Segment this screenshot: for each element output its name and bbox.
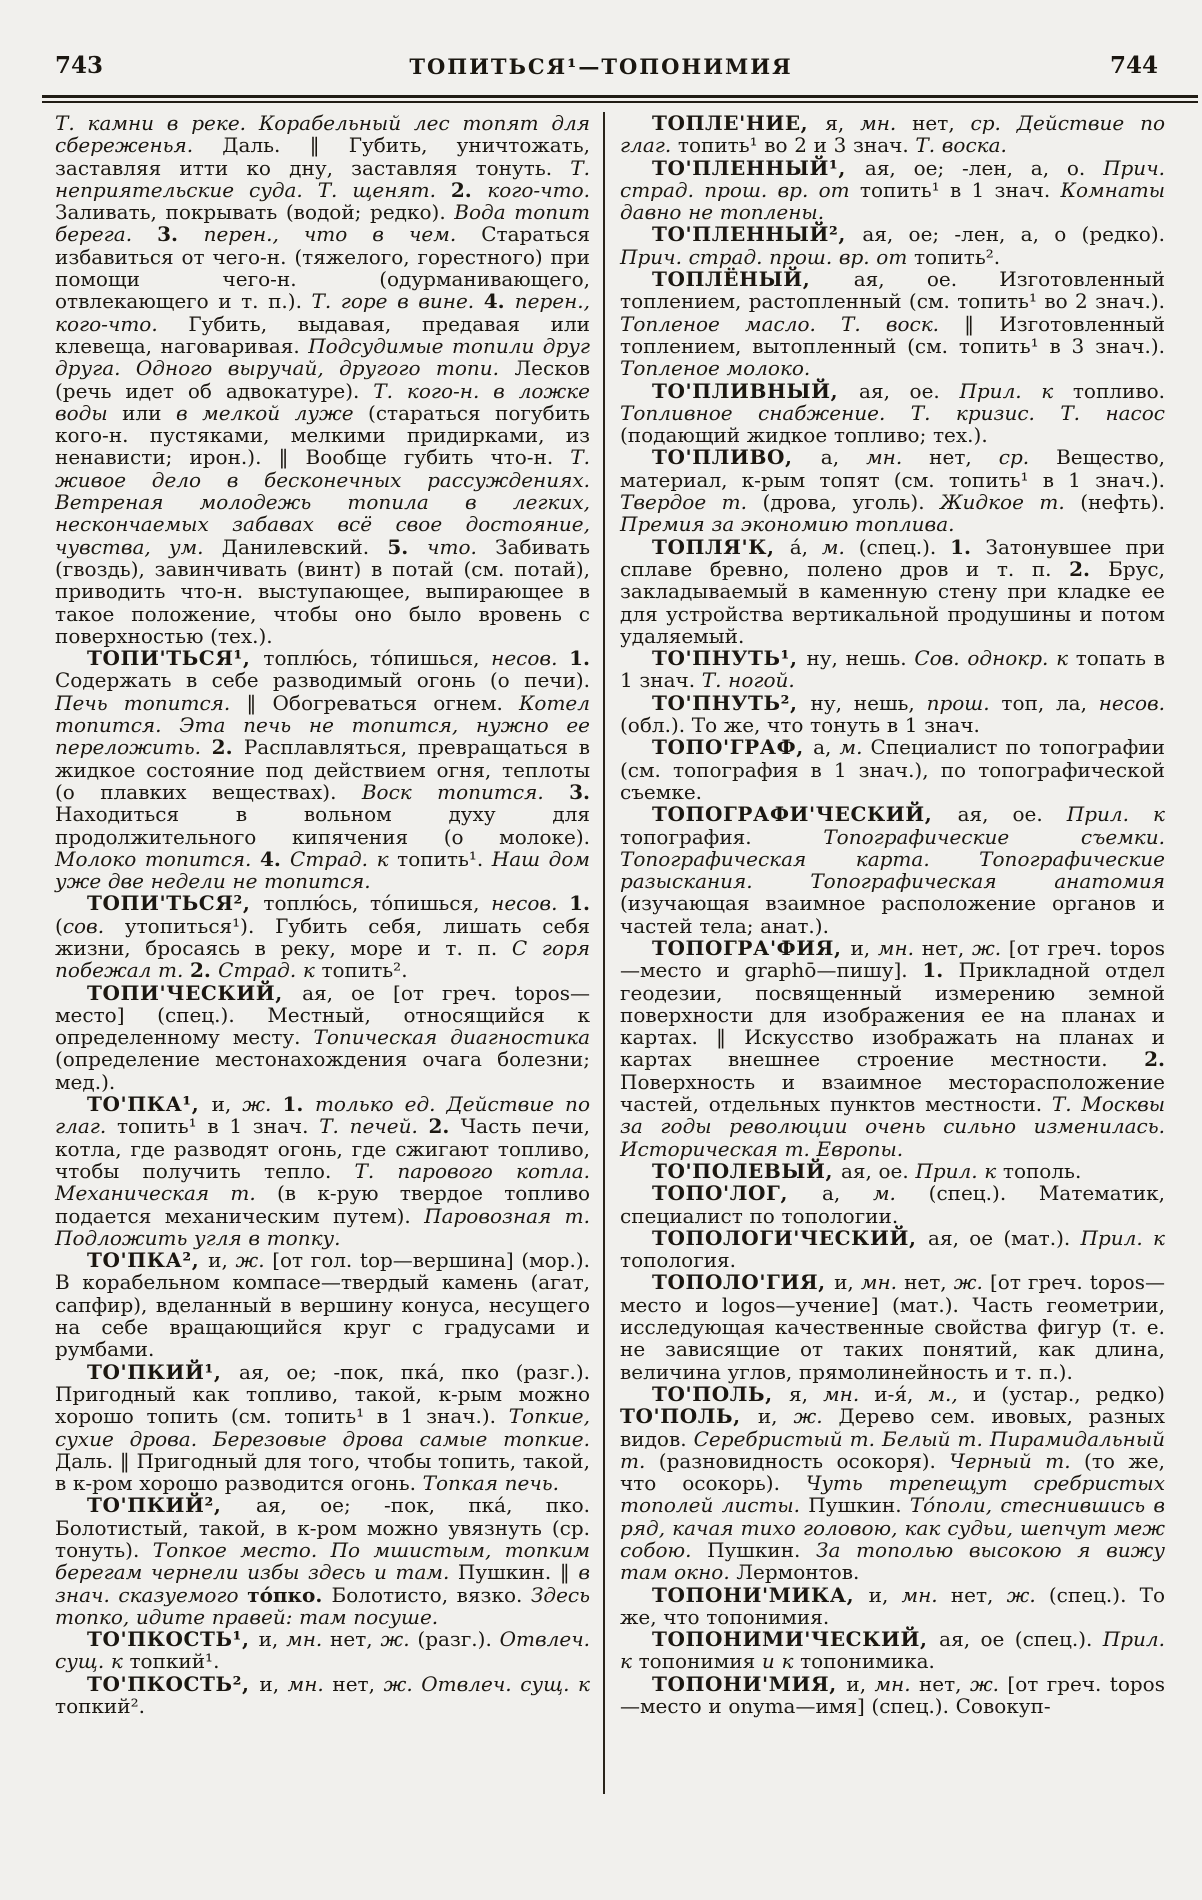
text-run: топография. <box>620 824 824 849</box>
entry-topkost-1 <box>55 1628 590 1673</box>
text-run: (спец.). Математик, специалист по топологии. <box>620 1181 1165 1228</box>
text-run: Т. парового котла. Механическая т. <box>55 1158 590 1206</box>
text-run: (в к-рую твердое топливо подается механическим путем). <box>55 1181 590 1228</box>
headword: ТОПИ'ТЬСЯ², <box>87 891 264 916</box>
text-run: нет, <box>912 111 971 135</box>
text-run: Вода топит берега. <box>55 200 590 247</box>
text-run: м. <box>839 735 871 760</box>
text-run: 2. <box>1069 556 1109 581</box>
text-run: мн. <box>860 1270 905 1295</box>
text-run: нет, <box>929 445 999 470</box>
headword: ТО'ПКИЙ¹, <box>87 1359 240 1384</box>
running-title: ТОПИТЬСЯ¹—ТОПОНИМИЯ <box>409 54 793 79</box>
text-run: я, <box>789 1381 824 1406</box>
text-run: ая, ое; -пок, пка́, пко (разг.). Пригодный как топливо, такой, к-рым можно хорошо топить (см. топить¹ в 1 знач.). <box>55 1359 590 1429</box>
text-run: топить². <box>913 244 1001 269</box>
text-run: (спец.). <box>858 534 951 559</box>
text-run: ( <box>55 913 63 938</box>
text-run: (спец.). То же, что топонимия. <box>620 1582 1165 1629</box>
text-run: в знач. сказуемого <box>55 1560 590 1607</box>
text-run: Т. горе в вине. <box>311 289 484 314</box>
text-run: Т. печей. <box>319 1114 429 1139</box>
text-run: ая, ое; -лен, а, о. <box>864 155 1104 180</box>
text-run: нет, <box>904 1270 954 1295</box>
text-run: Расплавляться, превращаться в жидкое состояние под действием огня, теплоты (о плавких веществах). <box>55 735 590 804</box>
text-run: Пушкин. ‖ <box>457 1560 579 1585</box>
text-run: 1. <box>569 891 590 916</box>
text-run: только ед. Действие по глаг. <box>55 1092 590 1139</box>
text-run: 3. <box>157 222 204 247</box>
entry-topkost-2 <box>55 1673 590 1718</box>
entry-topkiy-1 <box>55 1361 590 1495</box>
text-run: 5. <box>387 534 428 559</box>
text-run: кого-что. <box>487 177 590 202</box>
text-run: ж. Отвлеч. сущ. к <box>383 1671 590 1696</box>
entry-topka-2 <box>55 1249 590 1360</box>
entry-topologiya <box>620 1271 1165 1382</box>
headword: ТО'ПОЛЬ, <box>620 1404 758 1429</box>
text-run: Находиться в вольном духу для продолжительного кипячения (о молоке). <box>55 802 590 849</box>
header-rule <box>42 95 1198 103</box>
text-run: Лесков (речь идет об адвокатуре). <box>55 356 590 403</box>
text-run: несов. <box>1098 690 1165 715</box>
headword: ТО'ПКОСТЬ¹, <box>87 1627 259 1652</box>
text-run: мн. <box>877 935 922 960</box>
text-run: топлю́сь, то́пишься, <box>263 646 492 671</box>
text-run: Воск топится. <box>361 779 570 804</box>
text-run: Дерево сем. ивовых, разных видов. <box>620 1404 1165 1451</box>
text-run: и, <box>846 1671 875 1696</box>
text-run: (дрова, уголь). <box>762 490 941 515</box>
text-run: Черный т. <box>949 1448 1085 1473</box>
text-run: мн. <box>823 1381 875 1406</box>
text-run: Стараться избавиться от чего-н. (тяжелого, горестного) при помощи чего-н. (одурманивающего, отвлекающего и т. п.). <box>55 222 590 314</box>
text-run: и (устар., редко) <box>972 1381 1165 1406</box>
headword: ТОПО'ГРАФ, <box>652 735 814 760</box>
text-run: 4. <box>483 289 515 314</box>
text-run: ж. <box>953 1270 990 1295</box>
text-run: ‖ Обогреваться огнем. <box>246 690 519 715</box>
text-run: Страд. к <box>218 958 322 983</box>
entry-toplenie <box>620 112 1165 157</box>
text-run: ж. <box>235 1248 273 1273</box>
text-run: ая, ое. Изготовленный топлением, растопленный (см. топить¹ во 2 знач.). <box>620 267 1165 314</box>
text-run: ‖ Изготовленный топлением, вытопленный (см. топить¹ в 3 знач.). <box>620 311 1165 358</box>
text-run: 2. <box>1144 1047 1165 1072</box>
entry-toponimicheskiy <box>620 1628 1165 1673</box>
headword: ТОПОНИ'МИКА, <box>652 1582 869 1607</box>
page-number-right: 744 <box>1109 52 1158 79</box>
text-run: то́пко. <box>247 1582 332 1607</box>
text-run: и-я́, <box>874 1381 929 1406</box>
headword: ТО'ПНУТЬ², <box>652 690 811 715</box>
headword: ТОПОЛО'ГИЯ, <box>652 1270 835 1295</box>
entry-topitsya-2 <box>55 892 590 981</box>
text-run: ж. <box>1006 1582 1049 1607</box>
text-run: топить². <box>321 958 408 983</box>
text-run: ая, ое. <box>957 802 1067 827</box>
text-run: Прич. страд. прош. вр. от <box>620 155 1165 202</box>
entry-toplennyy-1 <box>620 157 1165 224</box>
text-run: Наш дом уже две недели не топится. <box>55 846 590 894</box>
headword: ТО'ПЛЕННЫЙ¹, <box>652 155 865 180</box>
text-run: Т. неприятельские суда. Т. щенят. <box>55 155 590 202</box>
text-run: Содержать в себе разводимый огонь (о печи). <box>55 668 590 693</box>
text-run: Топкая печь. <box>422 1471 560 1496</box>
text-run: Топическая диагностика <box>313 1025 591 1050</box>
text-run: топить¹ в 1 знач. <box>859 177 1061 202</box>
text-columns <box>55 112 1167 1794</box>
text-run: ну, нешь, <box>810 690 927 715</box>
text-run: топить¹ в 1 знач. <box>116 1114 320 1139</box>
entry-topit-continuation <box>55 112 590 647</box>
headword: ТОПЛЕ'НИЕ, <box>652 111 826 135</box>
text-run: Отвлеч. сущ. к <box>55 1627 591 1674</box>
text-run: (изучающая взаимное расположение органов и частей тела; анат.). <box>620 891 1165 938</box>
entry-toplyak <box>620 536 1165 647</box>
headword: ТО'ПНУТЬ¹, <box>652 646 807 671</box>
text-run: мн. <box>901 1582 951 1607</box>
text-run: а, <box>813 735 840 760</box>
text-run: 3. <box>569 779 591 804</box>
text-run: [от гол. top—вершина] (мор.). В корабельном компасе—твердый камень (агат, сапфир), вделанный в вершину конуса, несущего на себе вращающийся круг с градусами и румбами. <box>55 1248 591 1362</box>
text-run: топать в 1 знач. <box>620 646 1166 693</box>
text-run: 1. <box>282 1092 315 1117</box>
text-run: Твердое т. <box>620 490 763 515</box>
text-run: мн. <box>860 111 913 135</box>
text-run: Пушкин. <box>808 1493 910 1518</box>
text-run: 2. <box>211 735 244 760</box>
text-run: Молоко топится. <box>55 846 260 871</box>
headword: ТО'ПКИЙ², <box>87 1493 256 1518</box>
headword: ТО'ПКА², <box>87 1248 209 1273</box>
text-run: Паровозная т. Подложить угля в топку. <box>55 1203 590 1250</box>
text-run: несов. <box>491 891 570 916</box>
entry-toponimika <box>620 1584 1165 1629</box>
headword: ТОПЛЯ'К, <box>652 534 790 559</box>
text-run: топлю́сь, то́пишься, <box>263 891 492 916</box>
text-run: и, <box>850 935 878 960</box>
headword: ТО'ПОЛЬ, <box>652 1381 789 1406</box>
entry-topograficheskiy <box>620 803 1165 937</box>
text-run: Часть печи, котла, где разводят огонь, где сжигают топливо, чтобы получить тепло. <box>55 1114 591 1183</box>
text-run: Топленое масло. Т. воск. <box>620 311 965 336</box>
text-run: ср. Действие по глаг. <box>620 111 1165 158</box>
headword: ТОПО'ЛОГ, <box>652 1181 822 1206</box>
entry-topol <box>620 1383 1165 1584</box>
text-run: топ, ла, <box>1001 690 1099 715</box>
text-run: а́, <box>789 534 822 559</box>
text-run: Топливное снабжение. Т. кризис. Т. насос <box>620 400 1165 425</box>
text-run: Прил. к <box>1080 1225 1165 1250</box>
text-run: С горя побежал т. <box>55 935 590 983</box>
entry-topkiy-2 <box>55 1494 590 1628</box>
text-run: (разновидность осокоря). <box>658 1448 950 1473</box>
text-run: [от греч. topos—место и logos—учение] (мат.). Часть геометрии, исследующая качественные свойства фигур (т. е. не зависящие от таких понятий, как длина, величина углов, прямолинейность и т. п.). <box>620 1270 1165 1384</box>
text-run: Заливать, покрывать (водой; редко). <box>55 200 455 225</box>
text-run: топонимика. <box>800 1649 935 1674</box>
text-run: и, <box>757 1404 794 1429</box>
text-run: нет, <box>950 1582 1007 1607</box>
headword: ТОПОГРА'ФИЯ, <box>652 935 851 960</box>
headword: ТО'ПЛИВНЫЙ, <box>652 378 860 403</box>
text-run: Даль. ‖ Пригодный для того, чтобы топить, такой, в к-ром хорошо разводится огонь. <box>55 1448 590 1496</box>
text-run: перен., кого-что. <box>55 289 590 336</box>
text-run: ж. <box>969 1671 1008 1696</box>
entry-toplyonyy <box>620 268 1165 379</box>
text-run: и к <box>761 1649 801 1674</box>
text-run: мн. <box>874 1671 919 1696</box>
text-run: топливо. <box>1072 378 1165 403</box>
text-run: Прич. страд. прош. вр. от <box>620 244 914 269</box>
text-run: ая, ое. <box>859 378 960 403</box>
entry-topograf <box>620 736 1165 803</box>
text-run: Прил. к <box>915 1158 1003 1183</box>
text-run: ж. <box>972 935 1009 960</box>
text-run: Вещество, материал, к-рым топят (см. топить¹ в 1 знач.). <box>620 445 1165 492</box>
headword: ТОПИ'ЧЕСКИЙ, <box>87 980 303 1005</box>
text-run: За тополью высокою я вижу там окно. <box>620 1538 1165 1585</box>
entry-toplennyy-2 <box>620 223 1165 268</box>
headword: ТО'ПЛЕННЫЙ², <box>652 222 863 247</box>
text-run: топить¹. <box>397 846 492 871</box>
headword: ТОПОЛОГИ'ЧЕСКИЙ, <box>652 1225 929 1250</box>
text-run: Болотисто, вязко. <box>331 1582 531 1607</box>
text-run: (обл.). То же, что тонуть в 1 знач. <box>620 713 980 738</box>
text-run: и, <box>211 1092 243 1117</box>
text-run: (определение местонахождения очага болезни; мед.). <box>55 1047 590 1094</box>
text-run: топонимия <box>638 1649 762 1674</box>
text-run: Т. камни в реке. Корабельный лес топят для сбереженья. <box>55 111 590 158</box>
text-run: Подсудимые топили друг друга. Одного выручай, другого топи. <box>55 333 590 381</box>
text-run: ая, ое; -пок, пка́, пко. Болотистый, такой, в к-ром можно увязнуть (ср. тонуть). <box>55 1493 590 1562</box>
headword: ТО'ПЛИВО, <box>652 445 821 470</box>
text-run: Страд. к <box>290 846 398 871</box>
text-run: Комнаты давно не топлены. <box>620 177 1165 225</box>
text-run: топкий². <box>55 1694 145 1719</box>
text-run: Данилевский. <box>221 534 388 559</box>
text-run: Топографические съемки. Топографическая карта. Топографические разыскания. Топографическая анатомия <box>620 824 1165 894</box>
text-run: Прикладной отдел геодезии, посвященный измерению земной поверхности для изображения ее на планах и картах. ‖ Искусство изображать на планах и картах внешнее строение местности. <box>620 958 1165 1072</box>
text-run: Лермонтов. <box>736 1560 860 1585</box>
text-run: и, <box>834 1270 861 1295</box>
text-run: и, <box>258 1627 287 1652</box>
text-run: прош. <box>926 690 1002 715</box>
text-run: Прил. к <box>1066 802 1165 827</box>
text-run: ну, нешь. <box>806 646 915 671</box>
text-run: [от греч. topos—место и graphō—пишу]. <box>620 935 1165 983</box>
text-run: Печь топится. <box>55 690 247 715</box>
text-run: Т. ногой. <box>701 668 795 693</box>
text-run: ср. <box>998 445 1057 470</box>
text-run: Брус, закладываемый в каменную стену при кладке ее для устройства вертикальной продушины и потом удаляемый. <box>620 556 1165 648</box>
entry-topografiya <box>620 937 1165 1160</box>
text-run: м., <box>928 1381 973 1406</box>
text-run: 1. <box>950 534 986 559</box>
text-run: (подающий жидкое топливо; тех.). <box>620 423 988 448</box>
entry-topnut-2 <box>620 692 1165 737</box>
headword: ТОПОГРАФИ'ЧЕСКИЙ, <box>652 802 958 827</box>
text-run: 1. <box>569 646 590 671</box>
text-run: ж. <box>793 1404 839 1429</box>
text-run: м. <box>872 1181 929 1206</box>
text-run: Прил. к <box>959 378 1073 403</box>
text-run: Т. Москвы за годы революции очень сильно изменилась. Историческая т. Европы. <box>620 1092 1166 1161</box>
text-run: ая, ое (спец.). <box>939 1627 1103 1652</box>
text-run: а, <box>821 1181 873 1206</box>
text-run: (нефть). <box>1080 490 1166 515</box>
text-run: Топкое место. По мшистым, топким берегам чернели избы здесь и там. <box>55 1538 590 1585</box>
text-run: Пушкин. <box>707 1538 817 1562</box>
text-run: Серебристый т. Белый т. Пирамидальный т. <box>620 1426 1165 1473</box>
entry-toplivnyy <box>620 380 1165 447</box>
text-run: Сов. однокр. к <box>914 646 1076 671</box>
text-run: Т. воска. <box>915 133 1007 158</box>
text-run: ая, ое; -лен, а, о (редко). <box>862 222 1165 247</box>
text-run: утопиться¹). Губить себя, лишать себя жизни, бросаясь в реку, море и т. п. <box>55 913 590 960</box>
text-run: 2. <box>428 1114 461 1139</box>
text-run: нет, <box>921 935 972 960</box>
text-run: Губить, выдавая, предавая или клевеща, наговаривая. <box>55 311 590 358</box>
column-divider <box>603 112 605 1794</box>
entry-toplivo <box>620 446 1165 535</box>
text-run: я, <box>825 111 861 135</box>
entry-topolevyy <box>620 1160 1165 1182</box>
text-run: (стараться погубить кого-н. пустяками, мелкими придирками, из ненависти; ирон.). ‖ Вообще губить что-н. <box>55 400 590 470</box>
text-run: мн. <box>866 445 930 470</box>
text-run: 1. <box>922 958 959 983</box>
text-run: (разг.). <box>417 1627 500 1652</box>
left-column <box>55 112 590 1717</box>
text-run: или <box>122 400 176 425</box>
text-run: [от греч. topos—место и onyma—имя] (спец.). Совокуп- <box>620 1671 1165 1719</box>
text-run: в мелкой луже <box>176 400 369 425</box>
text-run: Топленое молоко. <box>620 356 811 381</box>
page-number-left: 743 <box>55 52 104 79</box>
text-run: топкий¹. <box>129 1649 220 1674</box>
text-run: Топкие, сухие дрова. Березовые дрова самые топкие. <box>55 1404 590 1451</box>
headword: ТОПОНИМИ'ЧЕСКИЙ, <box>652 1627 940 1652</box>
headword: ТО'ПОЛЕВЫЙ, <box>652 1158 841 1183</box>
entry-topka-1 <box>55 1093 590 1249</box>
entry-topitsya-1 <box>55 647 590 892</box>
headword: ТО'ПКА¹, <box>87 1092 212 1117</box>
text-run: сов. <box>62 913 125 938</box>
text-run: Поверхность и взаимное месторасположение частей, отдельных пунктов местности. <box>620 1069 1165 1117</box>
text-run: топология. <box>620 1248 737 1273</box>
right-column <box>620 112 1165 1717</box>
text-run: Здесь топко, идите правей: там посуше. <box>55 1582 590 1629</box>
text-run: ая, ое [от греч. topos—место] (спец.). Местный, относящийся к определенному месту. <box>55 980 590 1050</box>
text-run: Чуть трепещут сребристых тополей листы. <box>620 1471 1165 1518</box>
page-header <box>0 52 1202 86</box>
text-run: нет, <box>332 1671 384 1696</box>
text-run: топить¹ во 2 и 3 знач. <box>677 133 916 158</box>
text-run: перен., что в чем. <box>203 222 482 247</box>
text-run: мн. <box>286 1627 331 1652</box>
text-run: Премия за экономию топлива. <box>620 512 955 537</box>
text-run: и, <box>208 1248 236 1273</box>
entry-topnut-1 <box>620 647 1165 692</box>
text-run: 4. <box>259 846 291 871</box>
entry-toponimiya <box>620 1673 1165 1718</box>
entry-topicheskiy <box>55 982 590 1093</box>
headword: ТОПЛЁНЫЙ, <box>652 267 854 292</box>
text-run: 2. <box>450 177 488 202</box>
text-run: 2. <box>190 958 219 983</box>
text-run: и, <box>259 1671 288 1696</box>
text-run: нет, <box>330 1627 381 1652</box>
text-run: Специалист по топографии (см. топография в 1 знач.), по топографической съемке. <box>620 735 1165 804</box>
text-run: ж. <box>242 1092 283 1117</box>
text-run: м. <box>821 534 859 559</box>
text-run: ая, ое. <box>840 1158 916 1183</box>
text-run: То́поли, стеснившись в ряд, качая тихо головою, как судьи, шепчут меж собою. <box>620 1493 1165 1562</box>
headword: ТОПОНИ'МИЯ, <box>652 1671 847 1696</box>
text-run: Т. живое дело в бесконечных рассуждениях. Ветреная молодежь топила в легких, нескончаемых забавах всё свое достояние, чувства, ум. <box>55 445 590 559</box>
headword: ТО'ПКОСТЬ², <box>87 1671 260 1696</box>
text-run: несов. <box>491 646 570 671</box>
text-run: тополь. <box>1002 1158 1082 1183</box>
text-run: Забивать (гвоздь), завинчивать (винт) в потай (см. потай), приводить что-н. выступающее, выпирающее в такое положение, чтобы оно было вровень с поверхностью (тех.). <box>55 534 590 648</box>
text-run: Жидкое т. <box>940 490 1081 515</box>
text-run: ая, ое (мат.). <box>928 1225 1081 1250</box>
text-run: и, <box>868 1582 902 1607</box>
text-run: Затонувшее при сплаве бревно, полено дров и т. п. <box>620 534 1165 581</box>
text-run: Прил. к <box>620 1627 1165 1674</box>
headword: ТОПИ'ТЬСЯ¹, <box>87 646 264 671</box>
text-run: мн. <box>287 1671 333 1696</box>
entry-topologicheskiy <box>620 1227 1165 1272</box>
entry-topolog <box>620 1182 1165 1227</box>
text-run: ж. <box>380 1627 418 1652</box>
text-run: что. <box>427 534 496 559</box>
text-run: Даль. ‖ Губить, уничтожать, заставляя итти ко дну, заставляя тонуть. <box>55 133 590 180</box>
text-run: Котел топится. Эта печь не топится, нужно ее переложить. <box>55 690 590 760</box>
text-run: нет, <box>918 1671 970 1696</box>
text-run: (то же, что осокорь). <box>620 1448 1165 1496</box>
text-run: а, <box>820 445 867 470</box>
text-run: Т. кого-н. в ложке воды <box>55 378 590 425</box>
